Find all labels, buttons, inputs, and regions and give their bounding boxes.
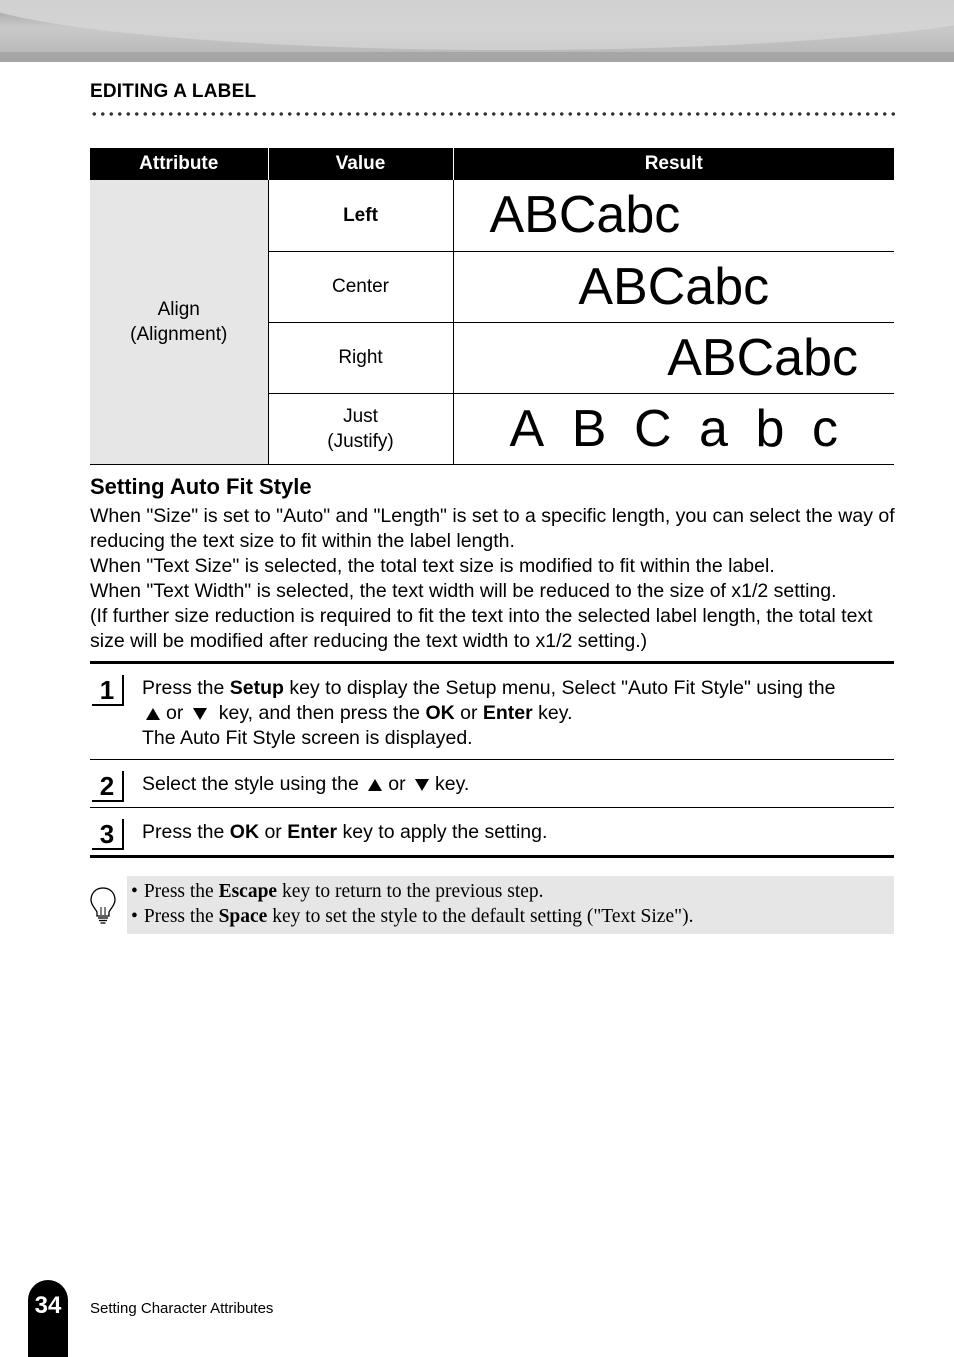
- dotted-divider: [90, 111, 895, 117]
- header-attribute: Attribute: [90, 148, 268, 180]
- justified-letter: c: [811, 399, 838, 458]
- lightbulb-icon: [88, 885, 118, 925]
- section-body: [90, 504, 900, 654]
- step-text-part: key, and then press the: [213, 702, 426, 724]
- step-result-text: The Auto Fit Style screen is displayed.: [142, 727, 473, 749]
- header-value: Value: [268, 148, 453, 180]
- ok-key-label: OK: [425, 702, 455, 724]
- footer-chapter: Setting Character Attributes: [90, 1300, 274, 1317]
- down-arrow-icon: [415, 779, 429, 791]
- hint-text: Press the: [143, 906, 219, 927]
- bullet: •: [131, 881, 138, 902]
- justified-letter: A: [509, 399, 545, 458]
- attribute-subname: (Alignment): [130, 323, 228, 345]
- subsection-title: Setting Auto Fit Style: [90, 474, 312, 499]
- table-row: [90, 180, 894, 251]
- step-text-part: or: [166, 702, 184, 724]
- step-3: [90, 808, 894, 855]
- step-number: 1: [92, 675, 124, 706]
- page-header-band: [0, 0, 954, 62]
- step-text-part: key.: [434, 773, 470, 795]
- enter-key-label: Enter: [482, 702, 533, 724]
- step-1: [90, 664, 894, 760]
- value-left: Left: [268, 180, 453, 251]
- hint-box: [127, 876, 894, 934]
- bullet: •: [131, 906, 138, 927]
- step-number: 3: [92, 819, 124, 850]
- enter-key-label: Enter: [287, 821, 338, 843]
- body-paragraph: When "Size" is set to "Auto" and "Length" is set to a specific length, you can select the way of reducing the text size to fit within the label length.: [90, 505, 895, 552]
- step-text-part: key to apply the setting.: [337, 821, 548, 843]
- justified-letter: B: [571, 399, 607, 458]
- space-key-label: Space: [218, 906, 268, 927]
- hint-item: [131, 879, 894, 904]
- step-text: [142, 820, 894, 845]
- step-text-part: Press the: [142, 677, 230, 699]
- setup-key-label: Setup: [229, 677, 284, 699]
- down-arrow-icon: [193, 708, 207, 720]
- hint-text: key to set the style to the default setting ("Text Size").: [267, 906, 694, 927]
- justified-letters: [490, 399, 859, 459]
- justified-letter: a: [699, 399, 728, 458]
- attribute-cell: [90, 180, 268, 464]
- steps-list: [90, 661, 894, 858]
- justified-letter: C: [633, 399, 672, 458]
- step-text-part: Press the: [142, 821, 230, 843]
- attribute-name: Align: [157, 298, 200, 320]
- header-shade: [0, 52, 954, 62]
- hint-item: [131, 904, 894, 929]
- value-center: Center: [268, 251, 453, 322]
- step-text-part: or: [259, 821, 288, 843]
- value-justify: [268, 393, 453, 464]
- hint-text: key to return to the previous step.: [277, 881, 544, 902]
- value-justify-line2: (Justify): [327, 430, 394, 452]
- result-right: ABCabc: [453, 322, 894, 393]
- table-header-row: [90, 148, 894, 180]
- step-text: [142, 772, 894, 797]
- body-paragraph: When "Text Size" is selected, the total text size is modified to fit within the label.: [90, 555, 775, 577]
- step-text-part: key to display the Setup menu, Select "Auto Fit Style" using the: [283, 677, 836, 699]
- step-text: [142, 676, 894, 751]
- header-swoosh: [0, 0, 954, 50]
- up-arrow-icon: [146, 708, 160, 720]
- step-text-part: key.: [532, 702, 573, 724]
- value-justify-line1: Just: [343, 405, 378, 427]
- result-left: ABCabc: [453, 180, 894, 251]
- step-2: [90, 760, 894, 808]
- hint-text: Press the: [143, 881, 219, 902]
- step-number: 2: [92, 771, 124, 802]
- escape-key-label: Escape: [218, 881, 278, 902]
- step-text-part: or: [454, 702, 483, 724]
- step-text-part: or: [388, 773, 406, 795]
- up-arrow-icon: [368, 779, 382, 791]
- justified-letter: b: [755, 399, 785, 458]
- result-center: ABCabc: [453, 251, 894, 322]
- value-right: Right: [268, 322, 453, 393]
- step-text-part: Select the style using the: [142, 773, 359, 795]
- result-justify: [453, 393, 894, 464]
- ok-key-label: OK: [229, 821, 260, 843]
- body-paragraph: (If further size reduction is required to fit the text into the selected label length, the total text size will be modified after reducing the text width to x1/2 setting.): [90, 605, 873, 652]
- alignment-table: [90, 148, 894, 465]
- body-paragraph: When "Text Width" is selected, the text width will be reduced to the size of x1/2 setting.: [90, 580, 837, 602]
- section-heading: EDITING A LABEL: [90, 81, 257, 102]
- header-result: Result: [453, 148, 894, 180]
- page-number: 34: [34, 1292, 62, 1319]
